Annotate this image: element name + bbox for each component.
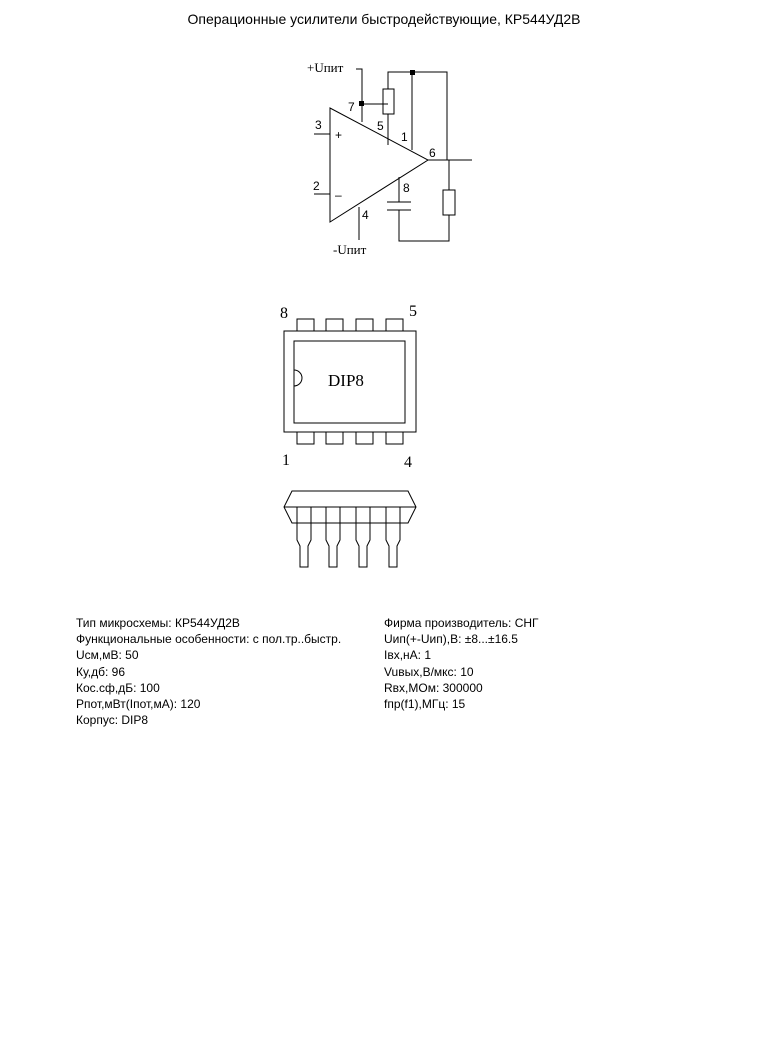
pin-label-3: 3: [315, 118, 322, 132]
pin-number-8: 8: [280, 305, 288, 322]
side-lead: [297, 507, 311, 567]
pin-tab: [297, 432, 314, 444]
pin-label-5: 5: [377, 119, 384, 133]
spec-manufacturer: Фирма производитель: СНГ: [384, 616, 539, 630]
spec-supply-voltage: Uип(+-Uип),В: ±8...±16.5: [384, 632, 518, 647]
spec-bandwidth: fпр(f1),МГц: 15: [384, 697, 466, 712]
specs-right-column: [384, 615, 539, 712]
vplus-wire: [356, 69, 362, 122]
dip8-side-view: [284, 491, 416, 567]
side-lead: [356, 507, 370, 567]
side-lead: [326, 507, 340, 567]
pin-label-7: 7: [348, 100, 355, 114]
pin-label-8: 8: [403, 181, 410, 195]
side-lead: [386, 507, 400, 567]
pin-label-4: 4: [362, 208, 369, 222]
pin-label-1: 1: [401, 130, 408, 144]
spec-input-current: Iвх,нА: 1: [384, 648, 432, 663]
pot-top-wire: [388, 72, 447, 160]
potentiometer: [383, 89, 394, 114]
vminus-label: -Uпит: [333, 242, 367, 257]
junction-dot: [410, 70, 415, 75]
minus-sign: –: [335, 188, 342, 202]
spec-features: Функциональные особенности: с пол.тр..быстр.: [76, 632, 342, 647]
pin-number-5: 5: [409, 303, 417, 320]
spec-power: Рпот,мВт(Iпот,мА): 120: [76, 697, 201, 712]
spec-cmrr: Кос.сф,дБ: 100: [76, 680, 160, 695]
pin-tab: [297, 319, 314, 331]
spec-package: Корпус: DIP8: [76, 713, 149, 728]
opamp-schematic: [314, 69, 472, 241]
vplus-label: +Uпит: [307, 60, 344, 75]
spec-input-resistance: Rвх,МОм: 300000: [384, 680, 483, 695]
plus-sign: +: [335, 128, 343, 142]
specs-left-column: [76, 615, 341, 728]
load-resistor: [443, 190, 455, 215]
pin-label-2: 2: [313, 179, 320, 193]
spec-offset-voltage: Uсм,мВ: 50: [76, 648, 139, 663]
page-title: Операционные усилители быстродействующие, КР544УД2В: [187, 11, 581, 27]
pin-tab: [386, 319, 403, 331]
pin-label-6: 6: [429, 146, 436, 160]
spec-gain: Ку,дб: 96: [76, 664, 126, 679]
pin-number-1: 1: [282, 452, 290, 469]
pin-tab: [356, 319, 373, 331]
load-bottom-wire: [399, 210, 449, 241]
package-label: DIP8: [328, 371, 364, 390]
junction-dot: [359, 101, 364, 106]
pin-tab: [326, 319, 343, 331]
pin-tab: [326, 432, 343, 444]
spec-slew-rate: Vuвых,В/мкс: 10: [384, 664, 474, 679]
pin-tab: [356, 432, 373, 444]
pin-tab: [386, 432, 403, 444]
pin-number-4: 4: [404, 454, 412, 471]
spec-chip-type: Тип микросхемы: КР544УД2В: [76, 616, 240, 630]
